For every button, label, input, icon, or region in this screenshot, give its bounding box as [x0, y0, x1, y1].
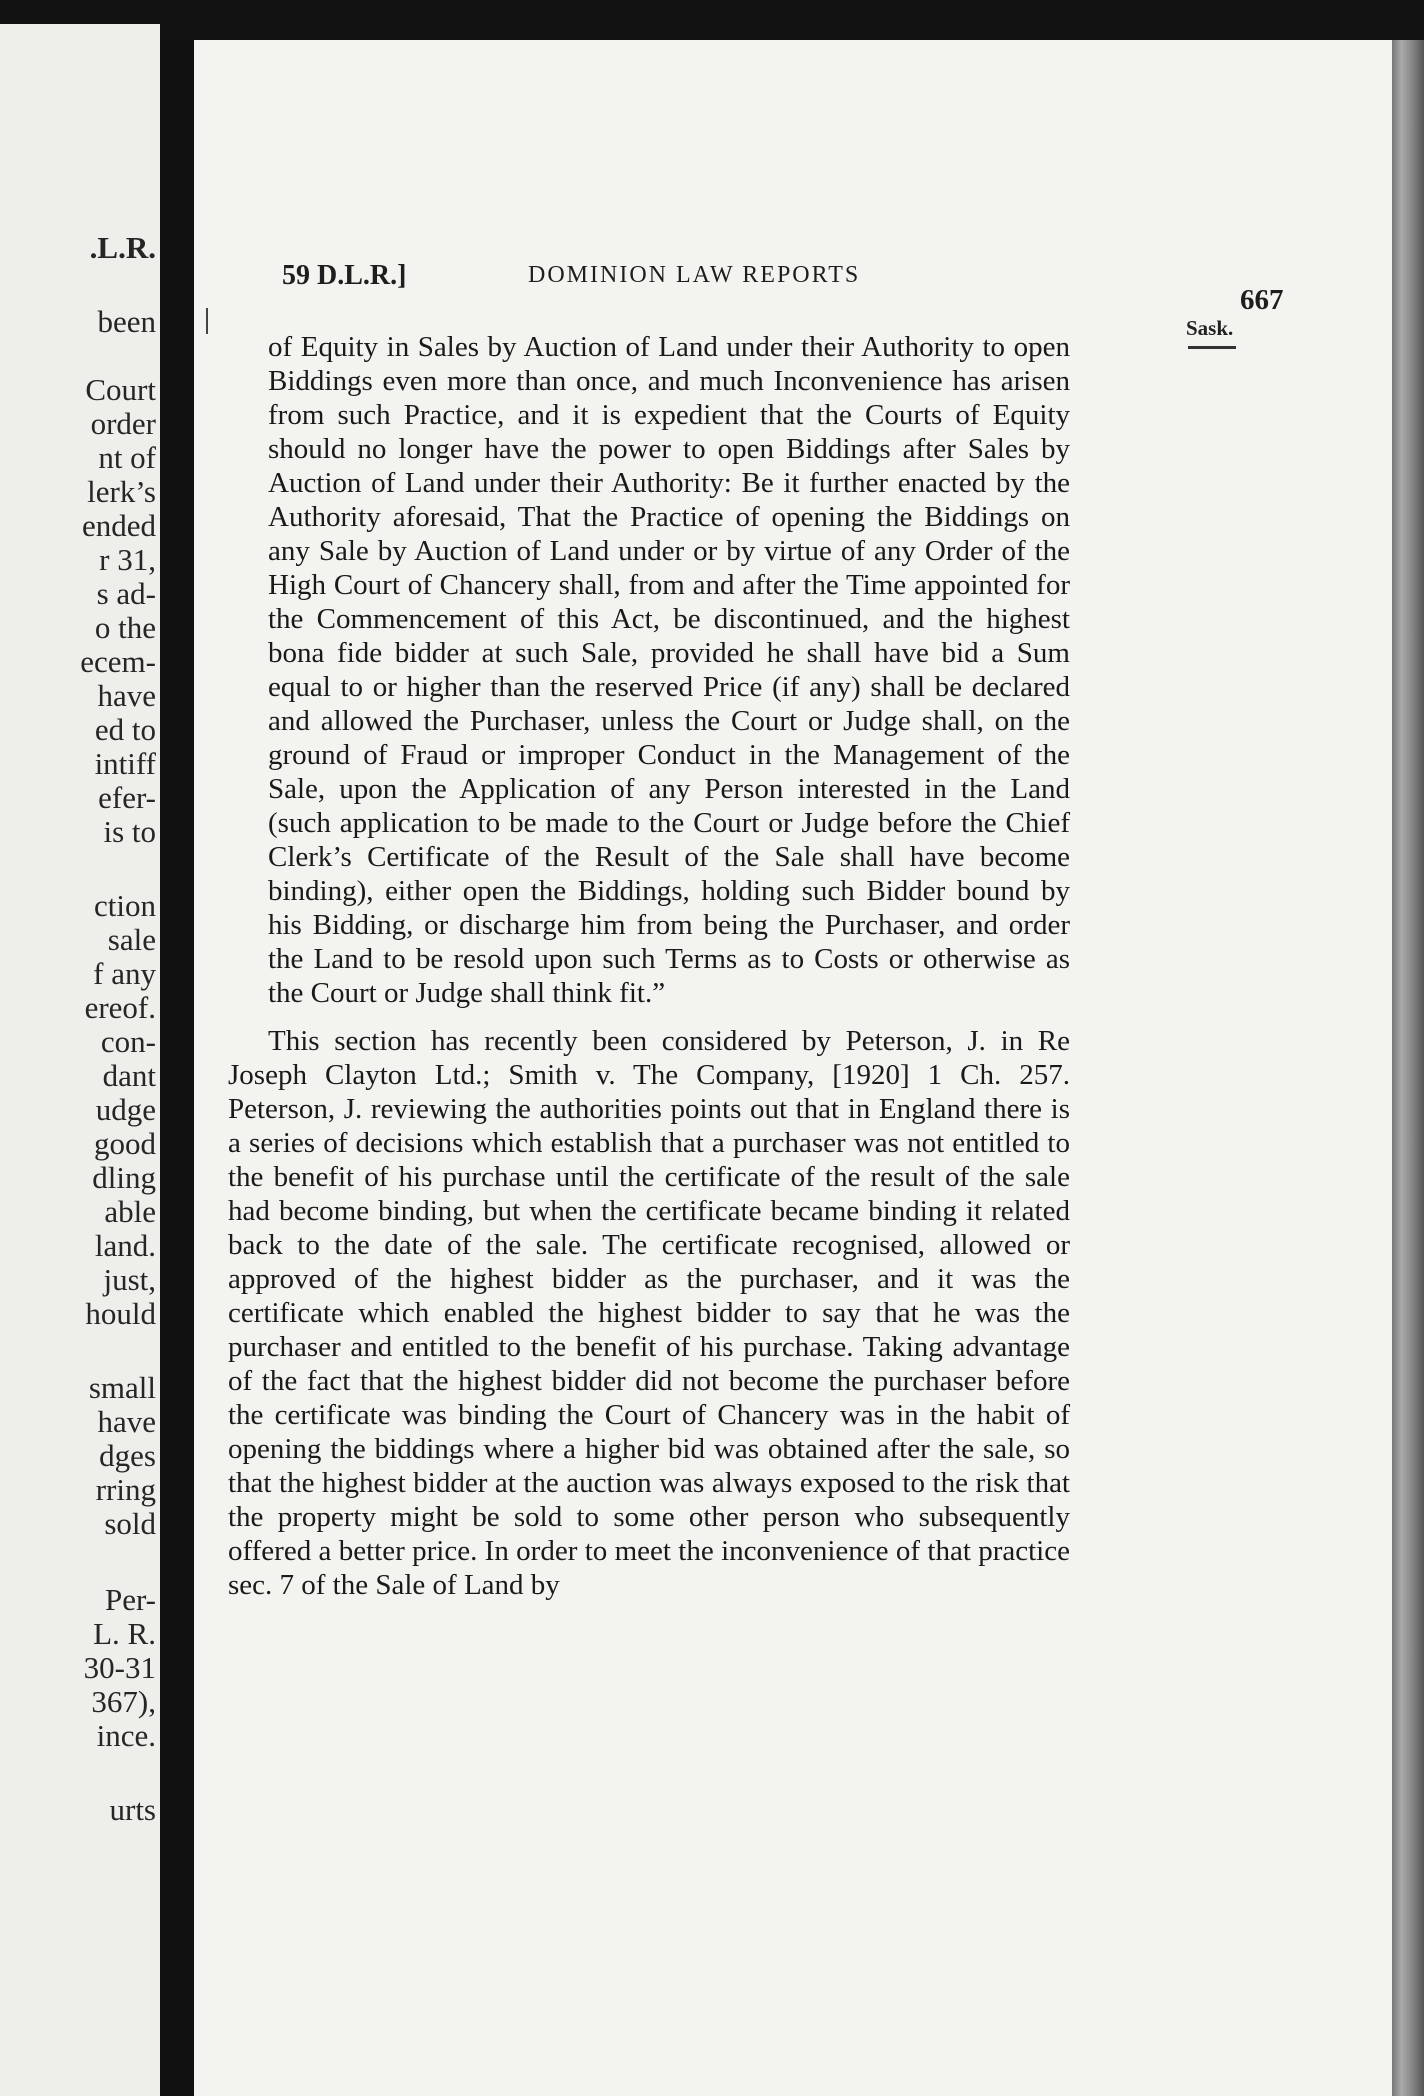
left-page-text-fragment: r 31, [99, 542, 156, 577]
left-page-text-fragment: just, [103, 1262, 156, 1297]
left-page-text-fragment: ed to [94, 712, 156, 747]
body-text [228, 330, 1070, 1602]
left-page-text-fragment: have [97, 1404, 156, 1439]
book-gutter [160, 40, 194, 2096]
left-page-text-fragment: ction [94, 888, 156, 923]
left-page-text-fragment: able [104, 1194, 156, 1229]
volume-reference: 59 D.L.R.] [282, 260, 407, 291]
left-page-text-fragment: have [97, 678, 156, 713]
left-page-text-fragment: s ad- [96, 576, 156, 611]
left-page-text-fragment: been [97, 304, 156, 339]
left-page-text-fragment: intiff [94, 746, 156, 781]
left-page-text-fragment: rring [95, 1472, 156, 1507]
left-page-text-fragment: o the [94, 610, 156, 645]
left-page-text-fragment: .L.R. [89, 230, 156, 265]
left-page-text-fragment: 367), [91, 1684, 156, 1719]
left-page-text-fragment: Court [85, 372, 156, 407]
right-page [194, 40, 1392, 2096]
left-page-text-fragment: ince. [96, 1718, 156, 1753]
left-page-text-fragment: land. [94, 1228, 156, 1263]
left-page-fragment [0, 24, 160, 2096]
left-page-text-fragment: is to [103, 814, 156, 849]
page-stack-edge [1392, 40, 1424, 2096]
left-page-text-fragment: Per- [104, 1582, 156, 1617]
left-page-text-fragment: ended [81, 508, 156, 543]
left-page-text-fragment: ereof. [84, 990, 156, 1025]
left-page-text-fragment: lerk’s [87, 474, 156, 509]
margin-note-province: Sask. [1186, 316, 1234, 340]
left-page-text-fragment: sold [104, 1506, 156, 1541]
left-page-text-fragment: small [88, 1370, 156, 1405]
running-head [194, 232, 1392, 316]
left-page-text-fragment: udge [95, 1092, 156, 1127]
left-page-text-fragment: 30-31 [83, 1650, 156, 1685]
left-page-text-fragment: urts [109, 1792, 156, 1827]
left-page-text-fragment: sale [107, 922, 156, 957]
left-page-text-fragment: dges [99, 1438, 156, 1473]
left-page-text-fragment: order [90, 406, 156, 441]
left-page-text-fragment: dling [92, 1160, 156, 1195]
left-page-text-fragment: ecem- [80, 644, 156, 679]
margin-note-rule [1188, 346, 1236, 349]
margin-tick [206, 308, 208, 334]
statute-quotation: of Equity in Sales by Auction of Land under their Authority to open Biddings even more than once, and much Inconvenience has arisen from such Practice, and it is expedient that the Courts of Equity should no longer have the power to open Biddings after Sales by Auction of Land under their Authority: Be it further enacted by the Authority aforesaid, That the Practice of opening the Biddings on any Sale by Auction of Land under or by virtue of any Order of the High Court of Chancery shall, from and after the Time appointed for the Commencement of this Act, be discontinued, and the highest bona fide bidder at such Sale, provided he shall have bid a Sum equal to or higher than the reserved Price (if any) shall be declared and allowed the Purchaser, unless the Court or Judge shall, on the ground of Fraud or improper Conduct in the Management of the Sale, upon the Application of any Person interested in the Land (such application to be made to the Court or Judge before the Chief Clerk’s Certificate of the Result of the Sale shall have become binding), either open the Biddings, holding such Bidder bound by his Bidding, or discharge him from being the Purchaser, and order the Land to be resold upon such Terms as to Costs or otherwise as the Court or Judge shall think fit.” [268, 331, 1070, 1009]
left-page-text-fragment: con- [100, 1024, 156, 1059]
page-number: 667 [1240, 284, 1284, 316]
left-page-text-fragment: good [94, 1126, 156, 1161]
left-page-text-fragment: hould [85, 1296, 156, 1331]
commentary-paragraph: This section has recently been considered by Peterson, J. in Re Joseph Clayton Ltd.; Smith v. The Company, [1920] 1 Ch. 257. Peterson, J. reviewing the authorities points out that in England there is a series of decisions which establish that a purchaser was not entitled to the benefit of his purchase until the certificate of the result of the sale had become binding, but when the certificate became binding it related back to the date of the sale. The certificate recognised, allowed or approved of the highest bidder as the purchaser, and it was the certificate which enabled the highest bidder to say that he was the purchaser and entitled to the benefit of his purchase. Taking advantage of the fact that the highest bidder did not become the purchaser before the certificate was binding the Court of Chancery was in the habit of opening the biddings where a higher bid was obtained after the sale, so that the highest bidder at the auction was always exposed to the risk that the property might be sold to some other person who subsequently offered a better price. In order to meet the inconvenience of that practice sec. 7 of the Sale of Land by [228, 1025, 1070, 1601]
left-page-text-fragment: efer- [98, 780, 156, 815]
scan-top-border [0, 0, 1424, 40]
left-page-text-fragment: L. R. [93, 1616, 156, 1651]
left-page-text-fragment: f any [93, 956, 156, 991]
left-page-text-fragment: nt of [98, 440, 156, 475]
publication-title: DOMINION LAW REPORTS [528, 262, 861, 288]
left-page-text-fragment: dant [102, 1058, 156, 1093]
